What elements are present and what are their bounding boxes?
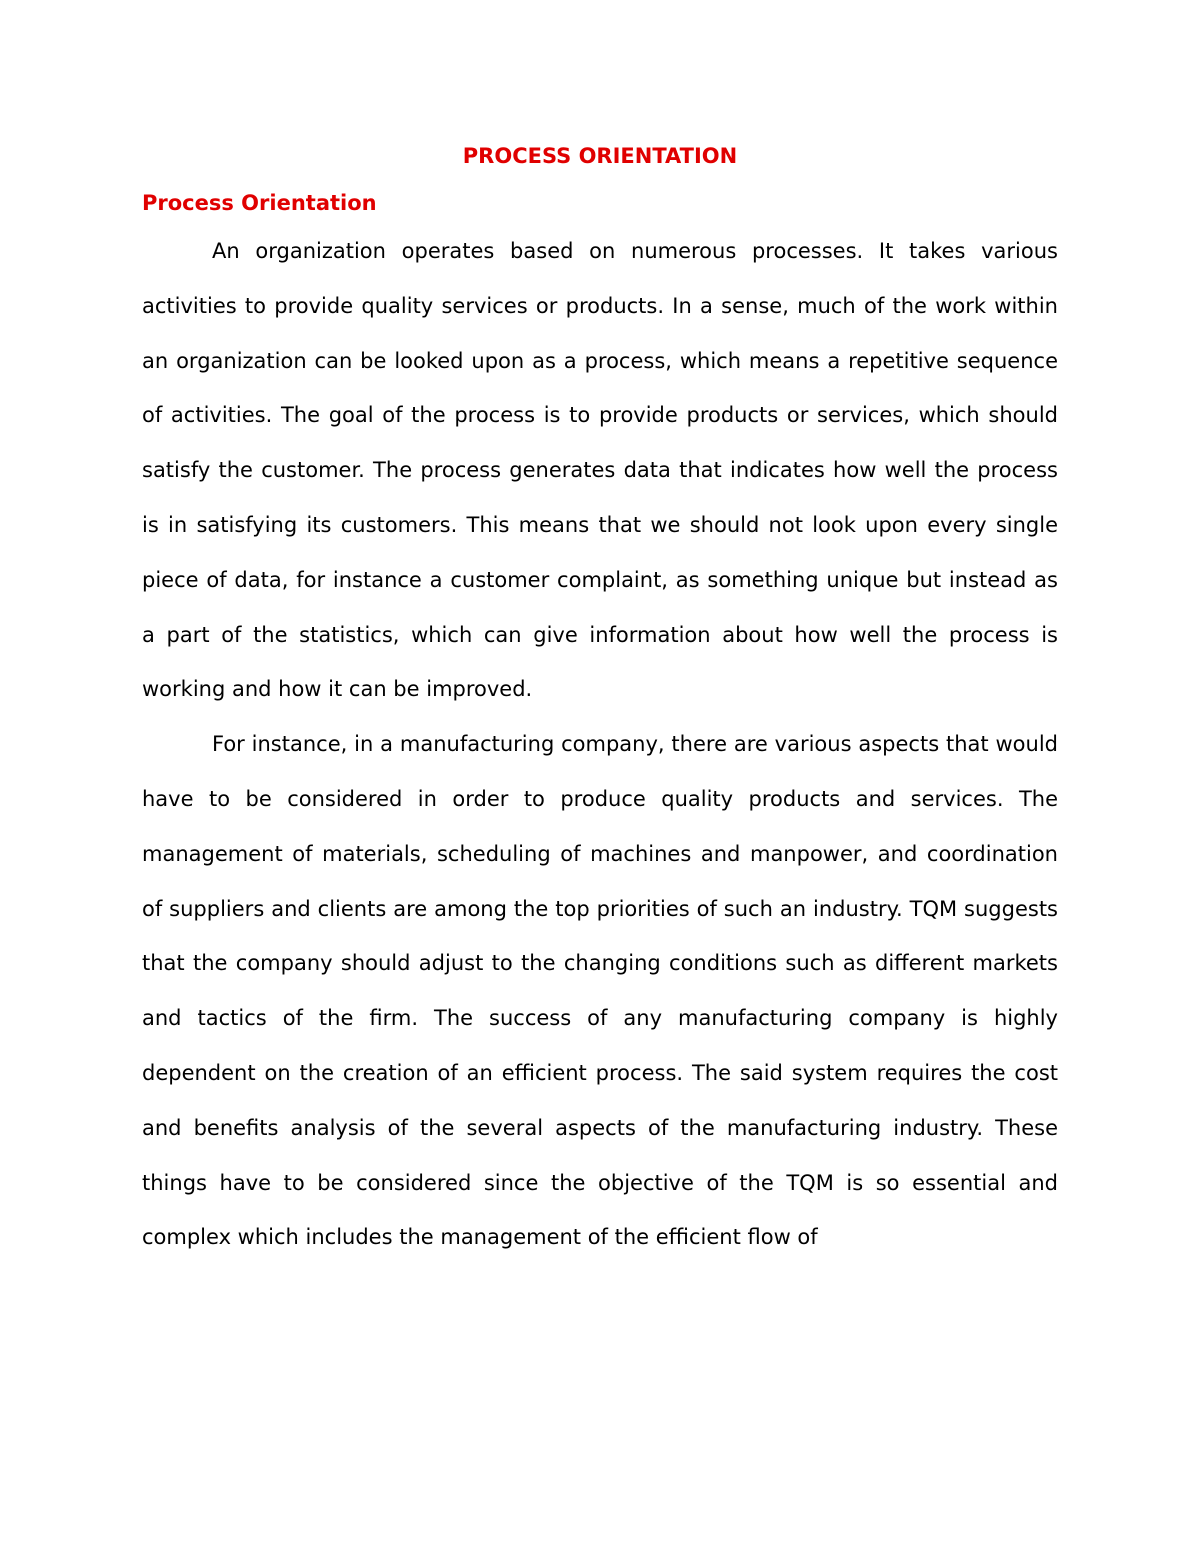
paragraph-1: An organization operates based on numerous processes. It takes various activities to provide quality services or products. In a sense, much of the work within an organization can be looked upon as a process, which means a repetitive sequence of activities. The goal of the process is to provide products or services, which should satisfy the customer. The process generates data that indicates how well the process is in satisfying its customers. This means that we should not look upon every single piece of data, for instance a customer complaint, as something unique but instead as a part of the statistics, which can give information about how well the process is working and how it can be improved. bbox=[142, 239, 1058, 702]
document-title: PROCESS ORIENTATION bbox=[462, 144, 738, 168]
section-heading: Process Orientation bbox=[142, 191, 377, 215]
document-body bbox=[142, 130, 1058, 1265]
paragraph-2: For instance, in a manufacturing company, there are various aspects that would have to be considered in order to produce quality products and services. The management of materials, scheduling of machines and manpower, and coordination of suppliers and clients are among the top priorities of such an industry. TQM suggests that the company should adjust to the changing conditions such as different markets and tactics of the firm. The success of any manufacturing company is highly dependent on the creation of an efficient process. The said system requires the cost and benefits analysis of the several aspects of the manufacturing industry. These things have to be considered since the objective of the TQM is so essential and complex which includes the management of the efficient flow of bbox=[142, 732, 1058, 1250]
